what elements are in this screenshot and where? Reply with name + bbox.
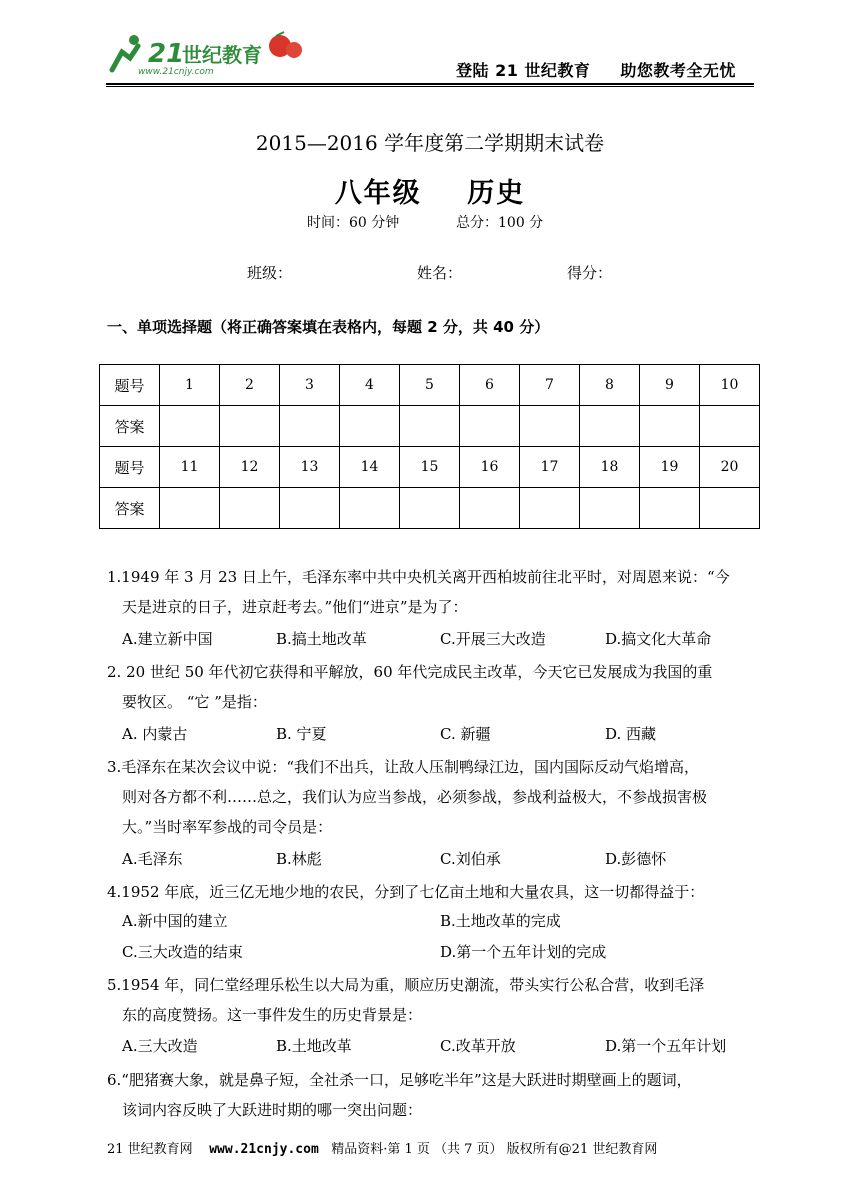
- q4-option-b: B.土地改革的完成: [440, 912, 561, 930]
- slogan-right: 助您教考全无忧: [620, 61, 736, 80]
- answer-cell[interactable]: [520, 406, 580, 447]
- q3-stem-line3: 大。”当时率军参战的司令员是：: [122, 818, 333, 836]
- answer-cell[interactable]: [340, 488, 400, 529]
- q4-stem-line1: 4.1952 年底，近三亿无地少地的农民，分到了七亿亩土地和大量农具，这一切都得益于：: [107, 883, 705, 901]
- name-label: 姓名：: [417, 264, 463, 282]
- question-number-cell: 5: [400, 365, 460, 406]
- question-number-cell: 8: [580, 365, 640, 406]
- footer-page-info: 精品资料·第 1 页 （共 7 页） 版权所有@21 世纪教育网: [331, 1142, 658, 1157]
- question-number-cell: 13: [280, 447, 340, 488]
- logo: [108, 30, 308, 78]
- page-footer: [107, 1138, 657, 1157]
- answer-cell[interactable]: [340, 406, 400, 447]
- question-number-cell: 18: [580, 447, 640, 488]
- q3-stem-line2: 则对各方都不利……总之，我们认为应当参战，必须参战，参战利益极大，不参战损害极: [122, 788, 708, 806]
- q4-option-c: C.三大改造的结束: [122, 943, 243, 961]
- table-row: [100, 365, 760, 406]
- q2-option-c: C. 新疆: [440, 725, 491, 743]
- answer-cell[interactable]: [160, 406, 220, 447]
- q2-stem-line2: 要牧区。 “它 ”是指：: [122, 693, 267, 711]
- answer-cell[interactable]: [580, 406, 640, 447]
- answer-table: [99, 364, 760, 529]
- q1-stem-line1: 1.1949 年 3 月 23 日上午，毛泽东率中共中央机关离开西柏坡前往北平时，对周恩来说：“今: [107, 568, 730, 586]
- q1-option-b: B.搞土地改革: [276, 630, 367, 648]
- question-number-cell: 7: [520, 365, 580, 406]
- answer-cell[interactable]: [220, 488, 280, 529]
- answer-cell[interactable]: [460, 406, 520, 447]
- exam-time: 时间：60 分钟: [307, 215, 400, 231]
- header-slogan: [456, 58, 736, 81]
- footer-site: 21 世纪教育网: [107, 1142, 193, 1157]
- q5-option-d: D.第一个五年计划: [605, 1037, 727, 1055]
- q1-option-a: A.建立新中国: [122, 630, 213, 648]
- question-number-cell: 14: [340, 447, 400, 488]
- answer-cell[interactable]: [220, 406, 280, 447]
- exam-total: 总分：100 分: [456, 215, 544, 231]
- answer-cell[interactable]: [700, 406, 760, 447]
- svg-text:www.21cnjy.com: www.21cnjy.com: [138, 67, 214, 77]
- svg-text:21: 21: [148, 39, 185, 69]
- q2-option-a: A. 内蒙古: [122, 725, 188, 743]
- answer-cell[interactable]: [700, 488, 760, 529]
- q4-option-d: D.第一个五年计划的完成: [440, 943, 607, 961]
- table-row: [100, 406, 760, 447]
- q1-option-c: C.开展三大改造: [440, 630, 546, 648]
- q5-stem-line1: 5.1954 年，同仁堂经理乐松生以大局为重，顺应历史潮流，带头实行公私合营，收到毛泽: [107, 976, 705, 994]
- answer-cell[interactable]: [640, 488, 700, 529]
- answer-cell[interactable]: [400, 488, 460, 529]
- logo-graphic: [108, 30, 308, 78]
- answer-cell[interactable]: [280, 406, 340, 447]
- table-row: [100, 447, 760, 488]
- question-number-cell: 11: [160, 447, 220, 488]
- exam-title: 2015—2016 学年度第二学期期末试卷: [255, 131, 605, 155]
- header-divider: [106, 83, 754, 85]
- q3-option-d: D.彭德怀: [605, 850, 667, 868]
- q2-option-b: B. 宁夏: [276, 725, 327, 743]
- question-number-cell: 6: [460, 365, 520, 406]
- row-label-answer: 答案: [100, 488, 160, 529]
- q6-stem-line2: 该词内容反映了大跃进时期的哪一突出问题：: [122, 1101, 423, 1119]
- section-heading: 一、单项选择题（将正确答案填在表格内，每题 2 分，共 40 分）: [107, 318, 550, 336]
- slogan-left: 登陆 21 世纪教育: [456, 61, 591, 80]
- question-number-cell: 15: [400, 447, 460, 488]
- q1-stem-line2: 天是进京的日子，进京赶考去。”他们“进京”是为了：: [122, 598, 468, 616]
- question-number-cell: 4: [340, 365, 400, 406]
- question-number-cell: 2: [220, 365, 280, 406]
- question-number-cell: 3: [280, 365, 340, 406]
- class-label: 班级：: [247, 264, 293, 282]
- question-number-cell: 10: [700, 365, 760, 406]
- row-label-number: 题号: [100, 447, 160, 488]
- answer-cell[interactable]: [640, 406, 700, 447]
- answer-cell[interactable]: [280, 488, 340, 529]
- footer-url[interactable]: www.21cnjy.com: [209, 1142, 319, 1157]
- question-number-cell: 17: [520, 447, 580, 488]
- q1-option-d: D.搞文化大革命: [605, 630, 712, 648]
- row-label-answer: 答案: [100, 406, 160, 447]
- q3-option-a: A.毛泽东: [122, 850, 183, 868]
- question-number-cell: 12: [220, 447, 280, 488]
- q2-option-d: D. 西藏: [605, 725, 657, 743]
- answer-cell[interactable]: [580, 488, 640, 529]
- q5-option-c: C.改革开放: [440, 1037, 516, 1055]
- q2-stem-line1: 2. 20 世纪 50 年代初它获得和平解放，60 年代完成民主改革，今天它已发展成为我国的重: [107, 663, 713, 681]
- question-number-cell: 19: [640, 447, 700, 488]
- score-label: 得分：: [567, 264, 613, 282]
- q4-option-a: A.新中国的建立: [122, 912, 228, 930]
- question-number-cell: 1: [160, 365, 220, 406]
- answer-cell[interactable]: [520, 488, 580, 529]
- exam-subject: 八年级 历史: [334, 178, 526, 209]
- table-row: [100, 488, 760, 529]
- svg-text:世纪教育: 世纪教育: [182, 43, 262, 67]
- answer-cell[interactable]: [460, 488, 520, 529]
- q3-option-b: B.林彪: [276, 850, 322, 868]
- q5-stem-line2: 东的高度赞扬。这一事件发生的历史背景是：: [122, 1006, 423, 1024]
- answer-cell[interactable]: [400, 406, 460, 447]
- q3-option-c: C.刘伯承: [440, 850, 501, 868]
- q6-stem-line1: 6.“肥猪赛大象，就是鼻子短，全社杀一口，足够吃半年”这是大跃进时期壁画上的题词，: [107, 1071, 692, 1089]
- header-divider-thin: [106, 86, 754, 87]
- question-number-cell: 16: [460, 447, 520, 488]
- question-number-cell: 20: [700, 447, 760, 488]
- row-label-number: 题号: [100, 365, 160, 406]
- question-number-cell: 9: [640, 365, 700, 406]
- q3-stem-line1: 3.毛泽东在某次会议中说：“我们不出兵，让敌人压制鸭绿江边，国内国际反动气焰增高，: [107, 758, 699, 776]
- answer-cell[interactable]: [160, 488, 220, 529]
- q5-option-b: B.土地改革: [276, 1037, 352, 1055]
- q5-option-a: A.三大改造: [122, 1037, 198, 1055]
